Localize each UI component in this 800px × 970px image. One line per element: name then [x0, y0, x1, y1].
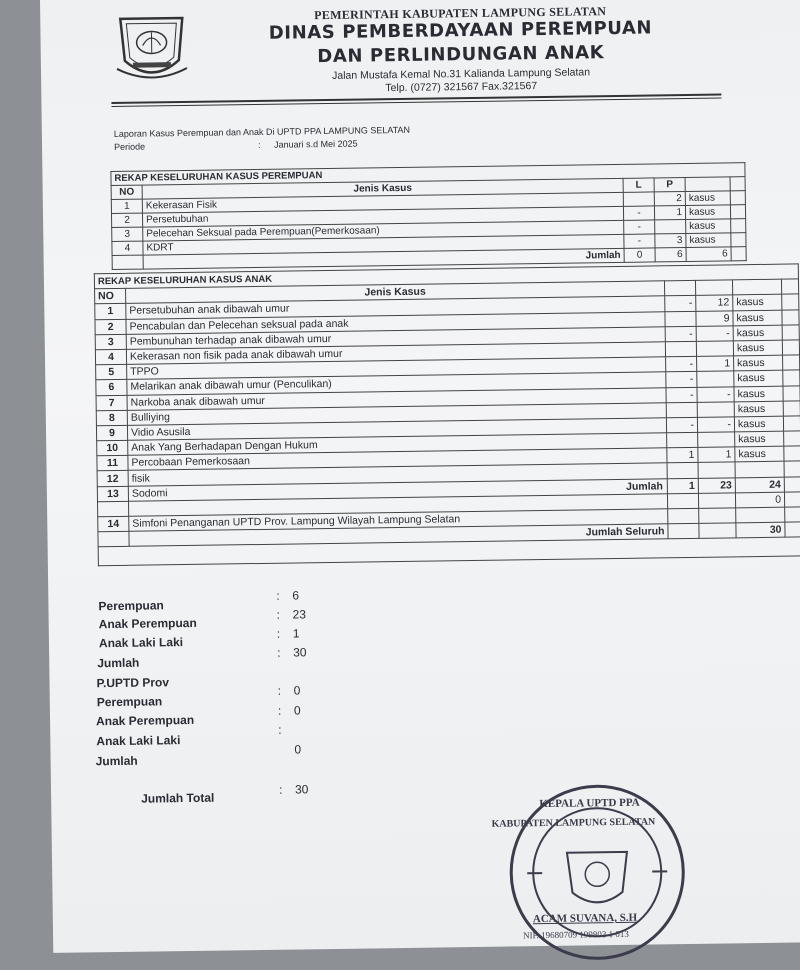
women-section-title: REKAP KESELURUHAN KASUS PEREMPUAN — [111, 163, 745, 186]
table-row: 8 Bulliying kasus — [96, 401, 800, 426]
women-total-row: Jumlah 0 6 6 — [112, 247, 746, 270]
table-row: 9 Vidio Asusila - - kasus — [96, 416, 800, 441]
summary-anak-laki-label: Anak Laki Laki — [99, 635, 183, 650]
summary-p2-anak-laki-label: Anak Laki Laki — [96, 733, 180, 748]
table-row: 1 Kekerasan Fisik 2 kasus — [111, 191, 745, 214]
children-total-label: Jumlah — [626, 480, 663, 493]
summary-total-value: 30 — [295, 782, 309, 796]
agency-address: Jalan Mustafa Kemal No.31 Kalianda Lampung Selatan — [201, 64, 721, 83]
stamp-name: ACAM SUVANA, S.H — [533, 912, 637, 925]
document-page — [40, 0, 800, 953]
summary-sep: : — [279, 783, 283, 797]
col-no: NO — [111, 185, 142, 199]
table-row: 4 Kekerasan non fisik pada anak dibawah umur kasus — [95, 340, 799, 365]
stamp-title: KEPALA UPTD PPA — [539, 797, 640, 810]
agency-name-line1: DINAS PEMBERDAYAAN PEREMPUAN — [200, 17, 720, 45]
agency-phone: Telp. (0727) 321567 Fax.321567 — [201, 77, 721, 96]
summary-p2-jumlah-label: Jumlah — [96, 754, 138, 769]
stamp-nip: NIP. 19680709 199803 1 013 — [523, 929, 629, 940]
summary-anak-perempuan-value: 23 — [293, 607, 307, 621]
children-cases-table — [94, 263, 800, 566]
table-row: 7 Narkoba anak dibawah umur - - kasus — [96, 385, 800, 410]
report-title: Laporan Kasus Perempuan dan Anak Di UPTD PPA LAMPUNG SELATAN — [114, 125, 410, 139]
simfoni-value: 0 — [735, 492, 784, 508]
table-row: 2 Pencabulan dan Pelecehan seksual pada anak 9 kasus — [95, 309, 799, 334]
summary-total-label: Jumlah Total — [141, 791, 214, 806]
children-section-title: REKAP KESELURUHAN KASUS ANAK — [94, 264, 798, 289]
grand-total-value: 30 — [736, 522, 785, 538]
simfoni-label: Simfoni Penanganan UPTD Prov. Lampung Wilayah Lampung Selatan — [129, 509, 668, 532]
col-jenis: Jenis Kasus — [142, 178, 623, 199]
summary-p2-perempuan-value: 0 — [294, 683, 301, 697]
summary-sep: : — [278, 704, 282, 718]
summary-sep: : — [276, 589, 280, 603]
summary-uptd-label: P.UPTD Prov — [96, 675, 169, 690]
table-row: 12 fisik — [97, 461, 800, 486]
table-row: 10 Anak Yang Berhadapan Dengan Hukum kasus — [97, 431, 800, 456]
period-value: Januari s.d Mei 2025 — [274, 139, 358, 150]
sodomi-label: Sodomi — [132, 487, 168, 499]
col-no: NO — [95, 289, 126, 305]
col-jenis: Jenis Kasus — [126, 281, 665, 304]
period-separator: : — [258, 140, 261, 150]
summary-sep: : — [277, 646, 281, 660]
summary-p2-jumlah-value: 0 — [294, 742, 301, 756]
table-row: 3 Pelecehan Seksual pada Perempuan(Pemerkosaan) - kasus — [112, 219, 746, 242]
table-row: 3 Pembunuhan terhadap anak dibawah umur - - kasus — [95, 325, 799, 350]
summary-jumlah-value: 30 — [293, 645, 307, 659]
women-cases-table — [110, 162, 746, 270]
stamp-org: KABUPATEN LAMPUNG SELATAN — [491, 816, 655, 829]
period-label: Periode — [114, 142, 145, 152]
summary-p2-anak-perempuan-value: 0 — [294, 703, 301, 717]
col-l: L — [623, 178, 654, 192]
grand-total-label: Jumlah Seluruh — [129, 524, 668, 547]
regency-emblem-icon — [112, 12, 191, 83]
col-p: P — [654, 178, 685, 192]
table-row: 2 Persetubuhan - 1 kasus — [111, 205, 745, 228]
summary-perempuan-label: Perempuan — [98, 598, 164, 613]
table-row: 6 Melarikan anak dibawah umur (Penculikan) - kasus — [96, 370, 800, 395]
table-row: 1 Persetubuhan anak dibawah umur - 12 kasus — [95, 294, 799, 319]
table-row: 11 Percobaan Pemerkosaan 1 1 kasus — [97, 446, 800, 471]
children-total-row: 13 Sodomi Jumlah 1 23 24 — [97, 477, 800, 502]
table-row: 4 KDRT - 3 kasus — [112, 233, 746, 256]
summary-anak-perempuan-label: Anak Perempuan — [99, 616, 197, 631]
table-row: 14 Simfoni Penanganan UPTD Prov. Lampung Wilayah Lampung Selatan — [98, 507, 800, 532]
summary-sep: : — [277, 627, 281, 641]
table-row: 5 TPPO - 1 kasus — [96, 355, 800, 380]
summary-anak-laki-value: 1 — [293, 626, 300, 640]
government-title: PEMERINTAH KABUPATEN LAMPUNG SELATAN — [200, 3, 720, 25]
summary-sep: : — [278, 723, 282, 737]
summary-p2-perempuan-label: Perempuan — [97, 694, 163, 709]
summary-jumlah-label: Jumlah — [97, 656, 139, 671]
summary-sep: : — [277, 608, 281, 622]
summary-sep: : — [278, 684, 282, 698]
agency-name-line2: DAN PERLINDUNGAN ANAK — [201, 41, 721, 69]
summary-perempuan-value: 6 — [292, 588, 299, 602]
summary-p2-anak-perempuan-label: Anak Perempuan — [96, 713, 194, 728]
